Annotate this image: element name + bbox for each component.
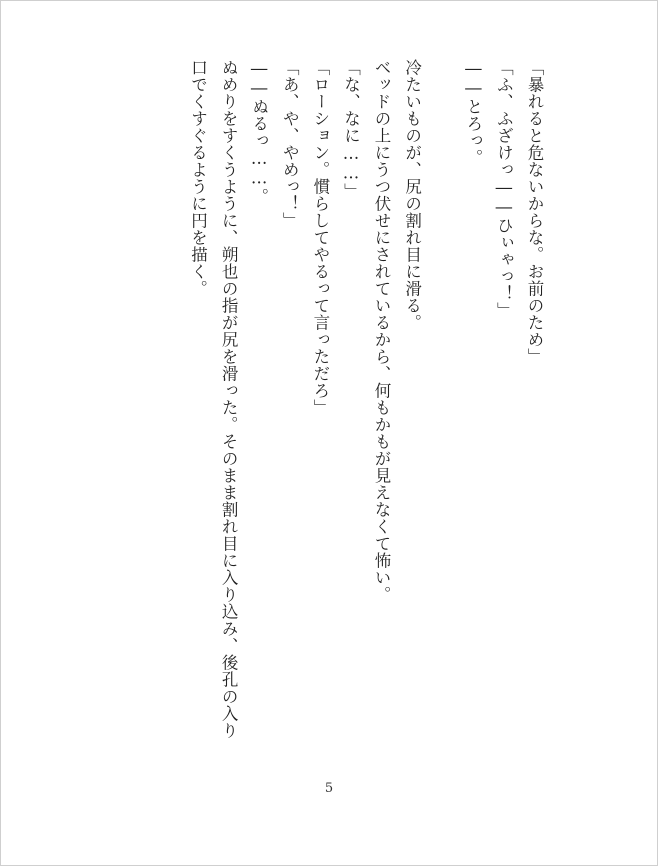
text-line: ぬめりをすくうように、朔也の指が尻を滑った。そのまま割れ目に入り込み、後孔の入り — [219, 59, 239, 739]
text-line: ――とろっ。 — [463, 59, 483, 166]
text-line: 「ふ、ふざけっ――ひぃゃっ！」 — [494, 59, 514, 319]
text-line: 「暴れると危ないからな。お前のため」 — [525, 59, 544, 365]
text-line: 「ローション。慣らしてやるって言っただろ」 — [310, 59, 330, 416]
blank-line — [427, 59, 458, 759]
text-line: 「な、なに……」 — [341, 59, 361, 200]
text-line: ――ぬるっ……。 — [249, 59, 269, 205]
text-line: 「あ、や、やめっ！」 — [280, 59, 300, 229]
text-line: 口でくすぐるように円を描く。 — [188, 59, 208, 297]
body-text — [182, 59, 549, 759]
text-line: ベッドの上にうつ伏せにされているから、何もかもが見えなくて怖い。 — [372, 59, 392, 603]
page-number: 5 — [324, 781, 334, 796]
text-line: 冷たいものが、尻の割れ目に滑る。 — [402, 59, 422, 331]
